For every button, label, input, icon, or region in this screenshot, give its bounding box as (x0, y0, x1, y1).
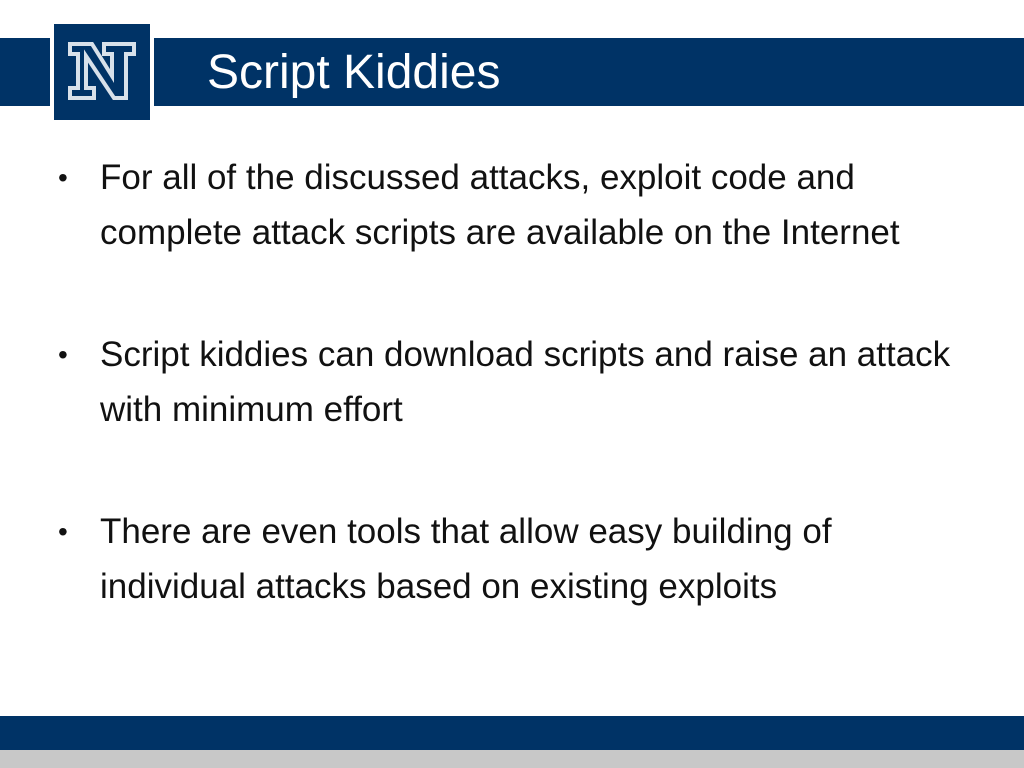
slide-title: Script Kiddies (207, 46, 501, 99)
footer-stripe (0, 750, 1024, 768)
bullet-text: Script kiddies can download scripts and raise an attack with minimum effort (100, 335, 951, 429)
bullet-marker: • (58, 339, 68, 370)
logo-background (54, 24, 150, 120)
bullet-marker: • (58, 162, 68, 193)
university-logo (50, 20, 154, 124)
bullet-marker: • (58, 516, 68, 547)
bullet-text: There are even tools that allow easy building of individual attacks based on existing exploits (100, 512, 832, 606)
bullet-item (58, 150, 978, 260)
bullet-text: For all of the discussed attacks, exploit code and complete attack scripts are available on the Internet (100, 158, 900, 252)
bullet-list (58, 150, 978, 614)
n-monogram-icon (64, 38, 140, 104)
bullet-item (58, 504, 978, 614)
footer-bar (0, 716, 1024, 750)
bullet-item (58, 327, 978, 437)
